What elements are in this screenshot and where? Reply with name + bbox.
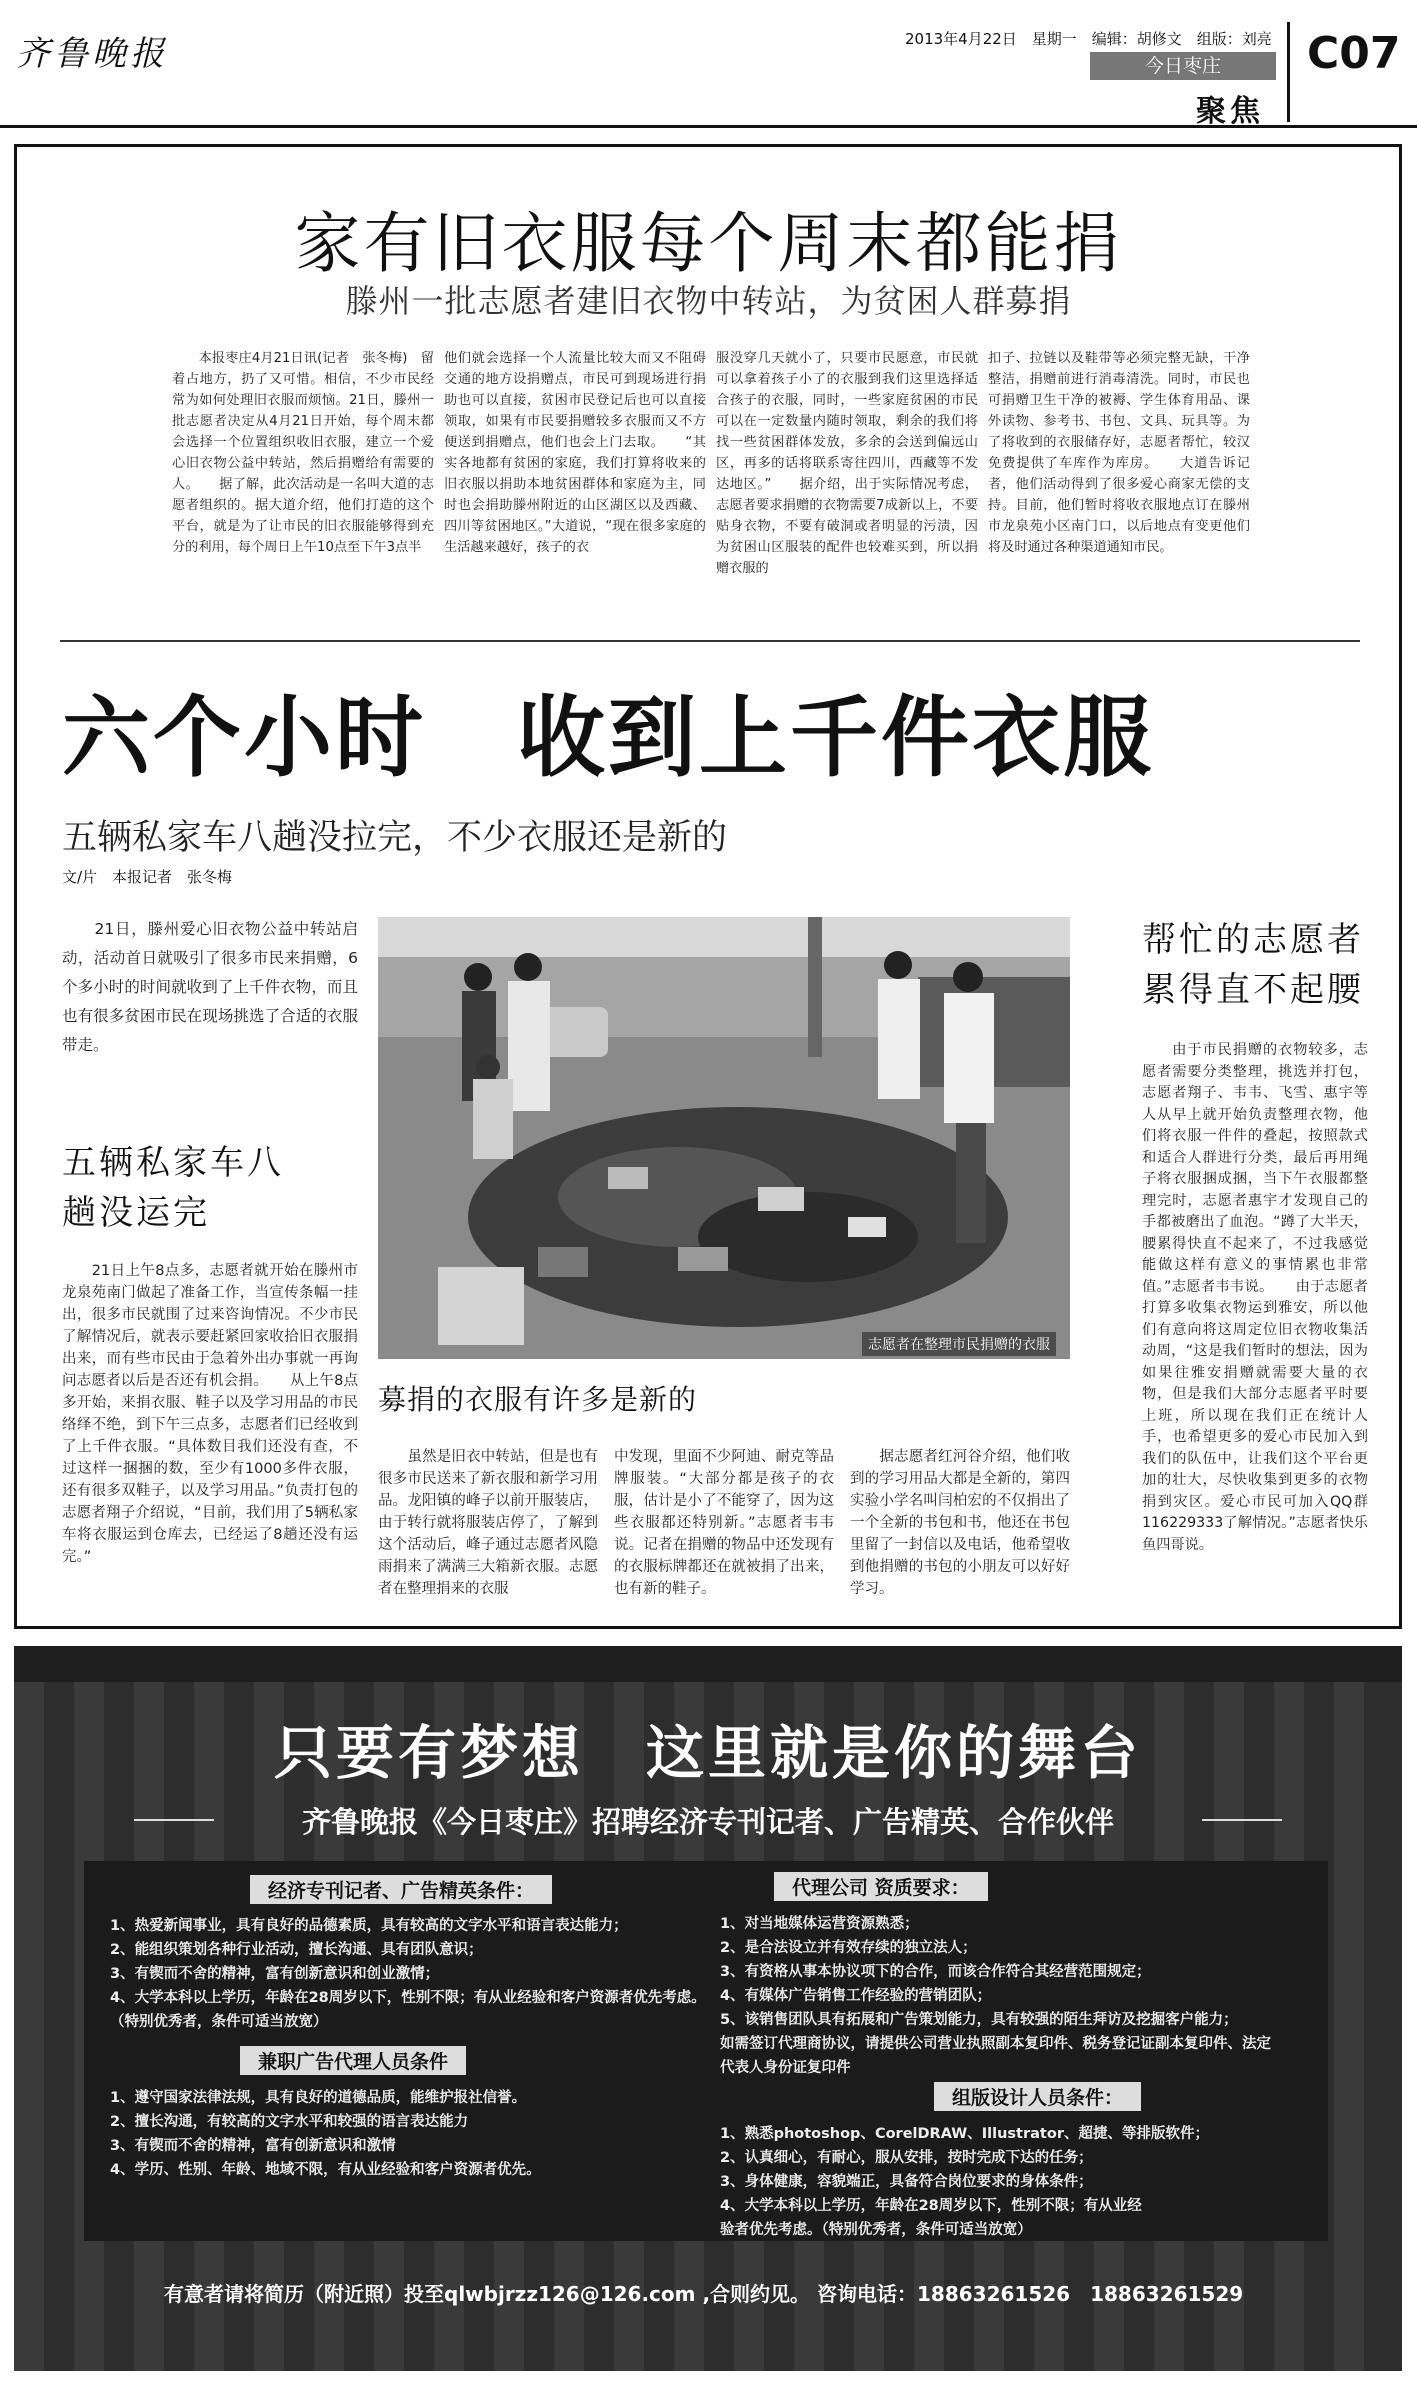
- page-number: C07: [1307, 28, 1401, 79]
- masthead: [0, 0, 1417, 128]
- ad-box3-item: 5、该销售团队具有拓展和广告策划能力，具有较强的陌生拜访及挖掘客户能力；: [720, 2012, 1238, 2028]
- ad-box1-item: 2、能组织策划各种行业活动，擅长沟通、具有团队意识；: [110, 1942, 483, 1958]
- ad-box3-item: 2、是合法设立并有效存续的独立法人；: [720, 1940, 977, 1956]
- ad-contact: 有意者请将简历（附近照）投至qlwbjrzz126@126.com ,合则约见。 咨询电话：18863261526 18863261529: [164, 2282, 1244, 2306]
- article1-column-4: 扣子、拉链以及鞋带等必须完整无缺，干净整洁，捐赠前进行消毒清洗。同时，市民也可捐赠卫生干净的被褥、学生体育用品、课外读物、参考书、书包、文具、玩具等。为了将收到的衣服储存好，志愿者帮忙，较汉免费提供了车库作为库房。 大道告诉记者，他们活动得到了很多爱心商家无偿的支持。目前，他们暂时将收衣服地点订在滕州市龙泉苑小区南门口，以后地点有变更他们将及时通过各种渠道通知市民。: [988, 351, 1250, 555]
- ad-box1-label: 经济专刊记者、广告精英条件：: [250, 1875, 552, 1904]
- ad-box4-list: [720, 2122, 1209, 2242]
- ad-box4-item: 2、认真细心，有耐心，服从安排，按时完成下达的任务；: [720, 2150, 1093, 2166]
- photo-caption: 志愿者在整理市民捐赠的衣服: [862, 1332, 1056, 1356]
- ad-box2-list: [110, 2086, 541, 2182]
- ad-box1-item: 3、有锲而不舍的精神，富有创新意识和创业激情；: [110, 1966, 440, 1982]
- article1-column-2: 他们就会选择一个人流量比较大而又不阻碍交通的地方设捐赠点，市民可到现场进行捐助也可以直接，贫困市民登记后也可以直接领取，如果有市民要捐赠较多衣服而又不方便送到捐赠点，他们也会上门去取。 “其实各地都有贫困的家庭，我们打算将收来的旧衣服以捐助本地贫困群体和家庭为主，同时也会捐助滕州附近的山区湖区以及西藏、四川等贫困地区。”大道说，“现在很多家庭的生活越来越好，孩子的衣: [444, 351, 706, 555]
- ad-box4-item: 4、大学本科以上学历，年龄在28周岁以下，性别不限；有从业经: [720, 2198, 1142, 2214]
- ad-box3-item: 4、有媒体广告销售工作经验的营销团队；: [720, 1988, 992, 2004]
- ad-box4-item: 3、身体健康，容貌端正，具备符合岗位要求的身体条件；: [720, 2174, 1093, 2190]
- ad-box4-label: 组版设计人员条件：: [934, 2082, 1141, 2111]
- ad-box2-item: 4、学历、性别、年龄、地域不限，有从业经验和客户资源者优先。: [110, 2162, 541, 2178]
- ad-box2-item: 3、有锲而不舍的精神，富有创新意识和激情: [110, 2138, 396, 2154]
- ad-box3-item: 1、对当地媒体运营资源熟悉；: [720, 1916, 919, 1932]
- date-line: 2013年4月22日 星期一 编辑：胡修文 组版：刘亮: [905, 30, 1272, 48]
- article1-column-1: 本报枣庄4月21日讯(记者 张冬梅) 留着占地方，扔了又可惜。相信，不少市民经常为如何处理旧衣服而烦恼。21日，滕州一批志愿者决定从4月21日开始，每个周末都会选择一个位置组织收旧衣服，建立一个爱心旧衣物公益中转站，然后捐赠给有需要的人。 据了解，此次活动是一名叫大道的志愿者组织的。据大道介绍，他们打造的这个平台，就是为了让市民的旧衣服能够得到充分的利用，每个周日上午10点至下午3点半: [172, 351, 434, 555]
- section-box: 今日枣庄: [1090, 52, 1276, 80]
- article2-headline: 六个小时 收到上千件衣服: [62, 686, 1155, 789]
- ad-box3-item: 3、有资格从事本协议项下的合作，而该合作符合其经营范围规定；: [720, 1964, 1151, 1980]
- section2-column-3: 据志愿者红河谷介绍，他们收到的学习用品大都是全新的，第四实验小学名叫闫柏宏的不仅捐出了一个全新的书包和书，他还在书包里留了一封信以及电话，他希望收到他捐赠的书包的小朋友可以好好学习。: [850, 1449, 1070, 1597]
- news-photo: [378, 917, 1070, 1359]
- ad-box1-item: （特别优秀者，条件可适当放宽）: [110, 2014, 328, 2030]
- ad-box1-item: 1、热爱新闻事业，具有良好的品德素质，具有较高的文字水平和语言表达能力；: [110, 1918, 628, 1934]
- section2-column-2: 中发现，里面不少阿迪、耐克等品牌服装。“大部分都是孩子的衣服，估计是小了不能穿了，因为这些衣服都还特别新。”志愿者韦韦说。记者在捐赠的物品中还发现有的衣服标牌都还在就被捐了出来，也有新的鞋子。: [614, 1449, 834, 1597]
- section3-text: 由于市民捐赠的衣物较多，志愿者需要分类整理，挑选并打包，志愿者翔子、韦韦、飞雪、惠宇等人从早上就开始负责整理衣物，他们将衣服一件件的叠起，按照款式和适合人群进行分类，最后再用绳子将衣服捆成捆，当下午衣服都整理完时，志愿者惠宇才发现自己的手都被磨出了血泡。“蹲了大半天，腰累得快直不起来了，不过我感觉能做这样有意义的事情累也非常值。”志愿者韦韦说。 由于志愿者打算多收集衣物运到雅安，所以他们有意向将这周定位旧衣物收集活动周，“这是我们暂时的想法，因为如果往雅安捐赠就需要大量的衣物，但是我们大部分志愿者平时要上班，所以现在我们正在统计人手，也希望更多的爱心市民加入到我们的队伍中，让我们这个平台更加的壮大，尽快收集到更多的衣物捐到灾区。爱心市民可加入QQ群116229333了解情况。”志愿者快乐鱼四哥说。: [1142, 1042, 1368, 1553]
- ad-box3-list: [720, 1912, 1271, 2080]
- byline: 文/片 本报记者 张冬梅: [62, 868, 233, 886]
- recruitment-ad: [14, 1646, 1402, 2371]
- section2-title: 募捐的衣服有许多是新的: [378, 1383, 698, 1416]
- ad-box3-label: 代理公司 资质要求：: [774, 1872, 988, 1901]
- ad-box4-item: 验者优先考虑。（特别优秀者，条件可适当放宽）: [720, 2222, 1032, 2238]
- section-title: 聚焦: [1196, 94, 1264, 129]
- section1-text: 21日上午8点多，志愿者就开始在滕州市龙泉苑南门做起了准备工作，当宣传条幅一挂出，很多市民就围了过来咨询情况。不少市民了解情况后，就表示要赶紧回家收拾旧衣服捐出来，而有些市民由于急着外出办事就一再询问志愿者以后是否还有机会捐。 从上午8点多开始，来捐衣服、鞋子以及学习用品的市民络绎不绝，到下午三点多，志愿者们已经收到了上千件衣服。“具体数目我们还没有查，不过这样一捆捆的数，至少有1000多件衣服，还有很多双鞋子，以及学习用品。”负责打包的志愿者翔子介绍说，“目前，我们用了5辆私家车将衣服运到仓库去，已经运了8趟还没有运完。”: [62, 1263, 358, 1565]
- ad-box4-item: 1、熟悉photoshop、CorelDRAW、Illustrator、超捷、等排版软件；: [720, 2126, 1209, 2142]
- ad-box2-item: 1、遵守国家法律法规，具有良好的道德品质，能维护报社信誉。: [110, 2090, 527, 2106]
- photo-volunteers-sorting-clothes: [378, 917, 1070, 1359]
- section1-title: 五辆私家车八趟没运完: [62, 1143, 284, 1233]
- article2-subhead: 五辆私家车八趟没拉完，不少衣服还是新的: [62, 818, 728, 858]
- section-rule: [60, 640, 1360, 642]
- ad-box3-item: 如需签订代理商协议，请提供公司营业执照副本复印件、税务登记证副本复印件、法定: [720, 2036, 1271, 2052]
- header-divider: [1287, 22, 1290, 122]
- ad-title: 只要有梦想 这里就是你的舞台: [273, 1719, 1142, 1787]
- ad-box2-item: 2、擅长沟通，有较高的文字水平和较强的语言表达能力: [110, 2114, 469, 2130]
- ad-box1-list: [110, 1914, 706, 2034]
- newspaper-logo: 齐鲁晚报: [16, 34, 168, 74]
- article1-headline: 家有旧衣服每个周末都能捐: [294, 205, 1123, 282]
- article1-subhead: 滕州一批志愿者建旧衣物中转站，为贫困人群募捐: [345, 282, 1072, 320]
- ad-box3-item: 代表人身份证复印件: [720, 2060, 851, 2076]
- article2-lead: 21日，滕州爱心旧衣物公益中转站启动，活动首日就吸引了很多市民来捐赠，6个多小时的时间就收到了上千件衣物，而且也有很多贫困市民在现场挑选了合适的衣服带走。: [62, 920, 358, 1054]
- article1-column-3: 服没穿几天就小了，只要市民愿意，市民就可以拿着孩子小了的衣服到我们这里选择适合孩子的衣服，同时，一些家庭贫困的市民可以在一定数量内随时领取，剩余的我们将找一些贫困群体发放，多余的会送到偏远山区，再多的话将联系寄往四川，西藏等不发达地区。” 据介绍，出于实际情况考虑，志愿者要求捐赠的衣物需要7成新以上，不要贴身衣物，不要有破洞或者明显的污渍，因为贫困山区服装的配件也较难买到，所以捐赠衣服的: [716, 351, 978, 576]
- section2-column-1: 虽然是旧衣中转站，但是也有很多市民送来了新衣服和新学习用品。龙阳镇的峰子以前开服装店，由于转行就将服装店停了，了解到这个活动后，峰子通过志愿者风隐雨捐来了满满三大箱新衣服。志愿者在整理捐来的衣服: [378, 1449, 598, 1597]
- ad-subtitle: 齐鲁晚报《今日枣庄》招聘经济专刊记者、广告精英、合作伙伴: [301, 1805, 1114, 1839]
- ad-box1-item: 4、大学本科以上学历，年龄在28周岁以下，性别不限；有从业经验和客户资源者优先考虑。: [110, 1990, 706, 2006]
- section3-title: 帮忙的志愿者累得直不起腰: [1142, 920, 1364, 1010]
- ad-box2-label: 兼职广告代理人员条件: [240, 2046, 466, 2075]
